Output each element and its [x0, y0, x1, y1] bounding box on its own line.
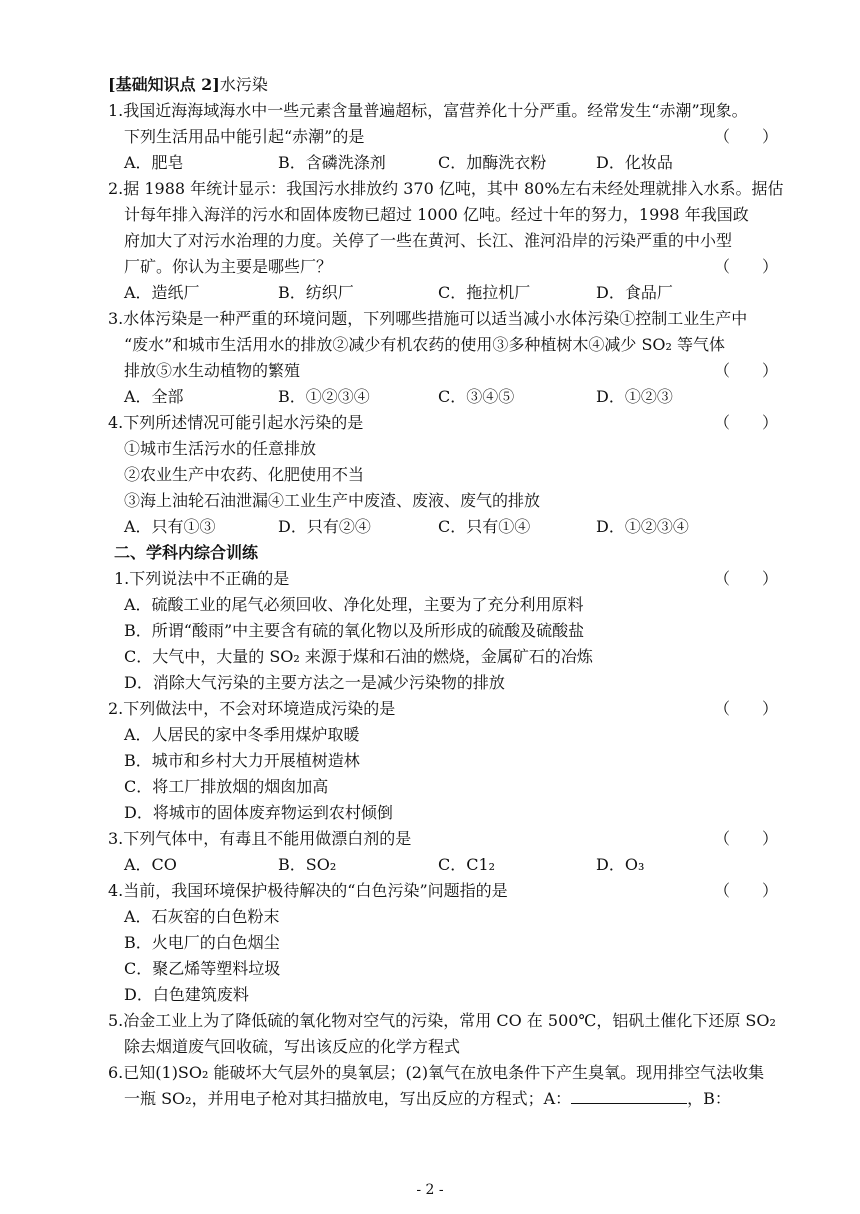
question-text: 府加大了对污水治理的力度。关停了一些在黄河、长江、淮河沿岸的污染严重的中小型 [124, 231, 733, 250]
question-text: 1.我国近海海域海水中一些元素含量普遍超标，富营养化十分严重。经常发生“赤潮”现象。 [108, 101, 748, 120]
option-c: C．拖拉机厂 [438, 283, 531, 302]
option-c: C．C1₂ [438, 855, 496, 874]
choice-d: D．将城市的固体废弃物运到农村倾倒 [124, 803, 393, 822]
choice-b: B．城市和乡村大力开展植树造林 [124, 751, 360, 770]
question-2-1 [108, 566, 778, 696]
question-text: 除去烟道废气回收硫，写出该反应的化学方程式 [124, 1037, 461, 1056]
question-3 [108, 306, 778, 410]
question-2-2 [108, 696, 778, 826]
question-4 [108, 410, 778, 540]
question-text: 5.冶金工业上为了降低硫的氧化物对空气的污染，常用 CO 在 500℃，铝矾土催化下还原 SO₂ [108, 1011, 776, 1030]
choice-c: C．大气中，大量的 SO₂ 来源于煤和石油的燃烧，金属矿石的冶炼 [124, 647, 593, 666]
option-a: A．造纸厂 [124, 283, 200, 302]
choice-c: C．聚乙烯等塑料垃圾 [124, 959, 281, 978]
answer-parentheses: （ ） [713, 699, 778, 718]
options-row [108, 384, 778, 410]
options-row [108, 852, 778, 878]
answer-parentheses: （ ） [713, 127, 778, 146]
choice-c: C．将工厂排放烟的烟囱加高 [124, 777, 329, 796]
choice-a: A．硫酸工业的尾气必须回收、净化处理，主要为了充分利用原料 [124, 595, 584, 614]
choice-b: B．所谓“酸雨”中主要含有硫的氧化物以及所形成的硫酸及硫酸盐 [124, 621, 585, 640]
choice-d: D．消除大气污染的主要方法之一是减少污染物的排放 [124, 673, 505, 692]
answer-parentheses: （ ） [713, 257, 778, 276]
option-b: D．只有②④ [278, 517, 371, 536]
option-d: D．食品厂 [596, 283, 673, 302]
question-text: 计每年排入海洋的污水和固体废物已超过 1000 亿吨。经过十年的努力，1998 年我国政 [124, 205, 749, 224]
document-body [108, 72, 784, 1112]
choice-a: A．石灰窑的白色粉末 [124, 907, 280, 926]
question-text: ②农业生产中农药、化肥使用不当 [124, 465, 365, 484]
question-text: 下列生活用品中能引起“赤潮”的是 （ ） [108, 124, 778, 150]
answer-parentheses: （ ） [713, 829, 778, 848]
question-text: ①城市生活污水的任意排放 [124, 439, 317, 458]
option-d: D．①②③ [596, 387, 673, 406]
option-b: B．纺织厂 [278, 283, 354, 302]
choice-b: B．火电厂的白色烟尘 [124, 933, 280, 952]
option-b: B．①②③④ [278, 387, 370, 406]
question-text: 1.下列说法中不正确的是 （ ） [108, 566, 778, 592]
option-d: D．O₃ [596, 855, 645, 874]
question-text: 6.已知(1)SO₂ 能破坏大气层外的臭氧层；(2)氧气在放电条件下产生臭氧。现用排空气法收集 [108, 1063, 765, 1082]
answer-parentheses: （ ） [713, 413, 778, 432]
question-1 [108, 98, 778, 176]
answer-blank-a[interactable] [571, 1089, 687, 1104]
option-b: B．含磷洗涤剂 [278, 153, 386, 172]
question-text: 厂矿。你认为主要是哪些厂？ （ ） [108, 254, 778, 280]
question-2-5 [108, 1008, 778, 1060]
question-text: 4.下列所述情况可能引起水污染的是 （ ） [108, 410, 778, 436]
option-a: A．CO [124, 855, 177, 874]
question-text: 3.下列气体中，有毒且不能用做漂白剂的是 （ ） [108, 826, 778, 852]
options-row [108, 280, 778, 306]
heading-knowledge-point: [基础知识点 2]水污染 [108, 75, 268, 94]
option-c: C．只有①④ [438, 517, 531, 536]
question-2-6 [108, 1060, 778, 1112]
options-row [108, 150, 778, 176]
choice-a: A．人居民的家中冬季用煤炉取暖 [124, 725, 360, 744]
question-text: 一瓶 SO₂，并用电子枪对其扫描放电，写出反应的方程式；A： ，B： [124, 1089, 731, 1108]
question-2-3 [108, 826, 778, 878]
page-number: - 2 - [416, 1182, 444, 1198]
option-a: A．肥皂 [124, 153, 184, 172]
question-text: 2.下列做法中，不会对环境造成污染的是 （ ） [108, 696, 778, 722]
answer-parentheses: （ ） [713, 881, 778, 900]
option-d: D．化妆品 [596, 153, 673, 172]
option-a: A．全部 [124, 387, 184, 406]
question-text: 2.据 1988 年统计显示：我国污水排放约 370 亿吨，其中 80%左右未经处理就排入水系。据估 [108, 179, 784, 198]
choice-d: D．白色建筑废料 [124, 985, 249, 1004]
option-d: D．①②③④ [596, 517, 689, 536]
question-text: “废水”和城市生活用水的排放②减少有机农药的使用③多种植树木④减少 SO₂ 等气体 [124, 335, 726, 354]
question-text: 排放⑤水生动植物的繁殖 （ ） [108, 358, 778, 384]
question-text: 3.水体污染是一种严重的环境问题，下列哪些措施可以适当减小水体污染①控制工业生产中 [108, 309, 748, 328]
option-c: C．③④⑤ [438, 387, 515, 406]
question-text: 4.当前，我国环境保护极待解决的“白色污染”问题指的是 （ ） [108, 878, 778, 904]
question-2-4 [108, 878, 778, 1008]
option-a: A．只有①③ [124, 517, 216, 536]
answer-parentheses: （ ） [713, 361, 778, 380]
answer-parentheses: （ ） [713, 569, 778, 588]
section-heading: 二、学科内综合训练 [114, 543, 259, 562]
question-text: ③海上油轮石油泄漏④工业生产中废渣、废液、废气的排放 [124, 491, 541, 510]
options-row [108, 514, 778, 540]
option-c: C．加酶洗衣粉 [438, 153, 547, 172]
question-2 [108, 176, 784, 306]
option-b: B．SO₂ [278, 855, 337, 874]
